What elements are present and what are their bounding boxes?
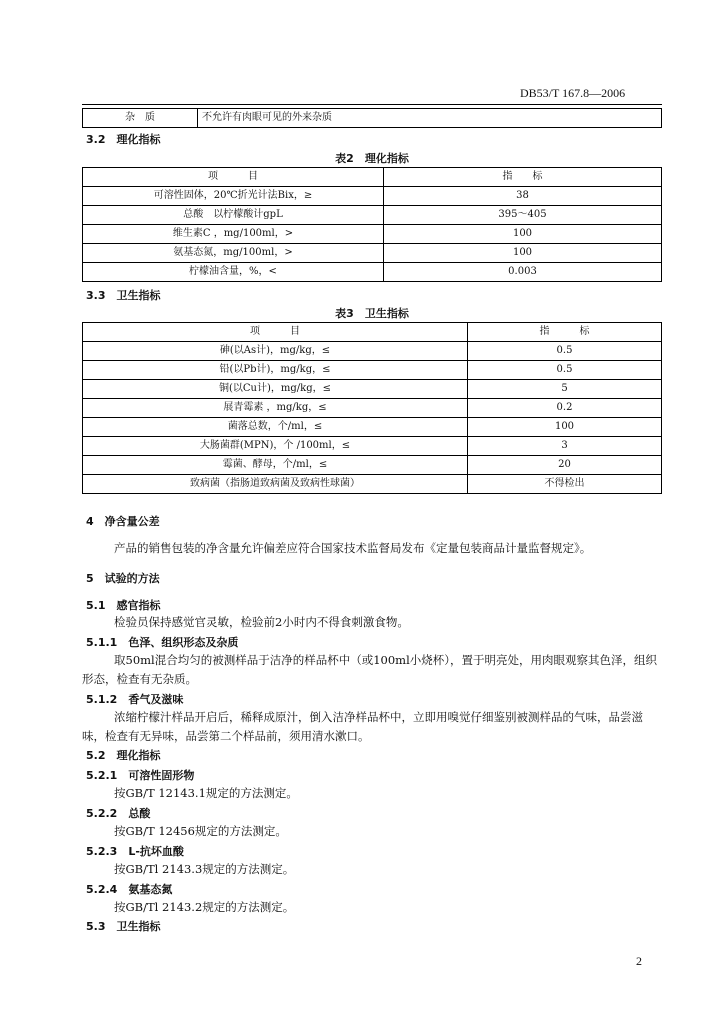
section-5-2-1-text: 按GB/T 12143.1规定的方法测定。 bbox=[114, 786, 298, 800]
section-4-text: 产品的销售包装的净含量允许偏差应符合国家技术监督局发布《定量包装商品计量监督规定》。 bbox=[114, 541, 592, 555]
table-row bbox=[83, 399, 662, 418]
row-item: 总酸 以柠檬酸计gpL bbox=[83, 206, 384, 225]
row-value: 38 bbox=[384, 187, 662, 206]
doc-code: DB53/T 167.8—2006 bbox=[520, 86, 626, 100]
table2 bbox=[82, 167, 662, 282]
impurity-table bbox=[82, 108, 662, 128]
row-item: 维生素C ，mg/100ml，> bbox=[83, 225, 384, 244]
page-number: 2 bbox=[636, 954, 642, 968]
row-item: 展青霉素 ，mg/kg，≤ bbox=[83, 399, 468, 418]
section-3-2-heading: 3.2 理化指标 bbox=[86, 133, 161, 146]
section-5-2-3-text: 按GB/Tl 2143.3规定的方法测定。 bbox=[114, 862, 295, 876]
row-item: 霉菌、酵母，个/ml，≤ bbox=[83, 456, 468, 475]
section-5-2-heading: 5.2 理化指标 bbox=[86, 749, 161, 762]
section-5-2-4-heading: 5.2.4 氨基态氮 bbox=[86, 883, 173, 896]
table-row bbox=[83, 380, 662, 399]
section-5-2-2-text: 按GB/T 12456规定的方法测定。 bbox=[114, 824, 287, 838]
row-value: 0.5 bbox=[468, 361, 662, 380]
table3-col-value: 指 标 bbox=[468, 323, 662, 342]
row-item: 柠檬油含量，%，< bbox=[83, 263, 384, 282]
impurity-item: 杂 质 bbox=[83, 109, 198, 128]
row-value: 100 bbox=[384, 244, 662, 263]
section-5-2-1-heading: 5.2.1 可溶性固形物 bbox=[86, 769, 195, 782]
row-value: 0.2 bbox=[468, 399, 662, 418]
section-5-1-2-text: 浓缩柠檬汁样品开启后，稀释成原汁，倒入洁净样品杯中，立即用嗅觉仔细鉴别被测样品的气味，品尝滋味，检查有无异味，品尝第二个样品前，须用清水漱口。 bbox=[82, 710, 643, 743]
row-item: 大肠菌群(MPN)，个 /100ml，≤ bbox=[83, 437, 468, 456]
row-value: 0.5 bbox=[468, 342, 662, 361]
table-row bbox=[83, 263, 662, 282]
row-value: 100 bbox=[384, 225, 662, 244]
row-item: 可溶性固体，20℃折光计法Bix，≥ bbox=[83, 187, 384, 206]
row-item: 致病菌（指肠道致病菌及致病性球菌） bbox=[83, 475, 468, 494]
table-row bbox=[83, 109, 662, 128]
table-row bbox=[83, 418, 662, 437]
row-value: 5 bbox=[468, 380, 662, 399]
section-5-2-4-text: 按GB/Tl 2143.2规定的方法测定。 bbox=[114, 900, 295, 914]
row-item: 铜(以Cu计)，mg/kg，≤ bbox=[83, 380, 468, 399]
row-value: 20 bbox=[468, 456, 662, 475]
table-row bbox=[83, 475, 662, 494]
section-3-3-heading: 3.3 卫生指标 bbox=[86, 289, 161, 302]
impurity-value: 不允许有肉眼可见的外来杂质 bbox=[198, 109, 662, 128]
row-item: 铅(以Pb计)，mg/kg，≤ bbox=[83, 361, 468, 380]
row-value: 0.003 bbox=[384, 263, 662, 282]
table3 bbox=[82, 322, 662, 494]
row-item: 氨基态氮，mg/100ml，> bbox=[83, 244, 384, 263]
table2-col-value: 指 标 bbox=[384, 168, 662, 187]
row-item: 菌落总数，个/ml，≤ bbox=[83, 418, 468, 437]
row-value: 不得检出 bbox=[468, 475, 662, 494]
table2-caption: 表2 理化指标 bbox=[335, 152, 409, 165]
table3-col-item: 项 目 bbox=[83, 323, 468, 342]
section-5-1-2-heading: 5.1.2 香气及滋味 bbox=[86, 693, 184, 706]
section-4-heading: 4 净含量公差 bbox=[86, 515, 160, 528]
section-5-3-heading: 5.3 卫生指标 bbox=[86, 920, 161, 933]
section-5-1-heading: 5.1 感官指标 bbox=[86, 599, 161, 612]
row-value: 3 bbox=[468, 437, 662, 456]
table-row bbox=[83, 225, 662, 244]
table-row bbox=[83, 244, 662, 263]
section-5-2-3-heading: 5.2.3 L-抗坏血酸 bbox=[86, 845, 184, 858]
row-value: 395～405 bbox=[384, 206, 662, 225]
table2-col-item: 项 目 bbox=[83, 168, 384, 187]
header-rule bbox=[82, 104, 662, 105]
section-5-1-1-text: 取50ml混合均匀的被测样品于洁净的样品杯中（或100ml小烧杯），置于明亮处，用肉眼观察其色泽，组织形态，检查有无杂质。 bbox=[82, 653, 657, 686]
table-header-row bbox=[83, 168, 662, 187]
table-row bbox=[83, 456, 662, 475]
section-5-1-text: 检验员保持感觉官灵敏，检验前2小时内不得食刺激食物。 bbox=[114, 615, 409, 629]
row-item: 砷(以As计)，mg/kg，≤ bbox=[83, 342, 468, 361]
table-row bbox=[83, 437, 662, 456]
table-header-row bbox=[83, 323, 662, 342]
table-row bbox=[83, 187, 662, 206]
section-5-2-2-heading: 5.2.2 总酸 bbox=[86, 807, 151, 820]
table-row bbox=[83, 361, 662, 380]
row-value: 100 bbox=[468, 418, 662, 437]
table3-caption: 表3 卫生指标 bbox=[335, 307, 409, 320]
table-row bbox=[83, 342, 662, 361]
section-5-1-1-heading: 5.1.1 色泽、组织形态及杂质 bbox=[86, 636, 239, 649]
section-5-heading: 5 试验的方法 bbox=[86, 572, 160, 585]
table-row bbox=[83, 206, 662, 225]
